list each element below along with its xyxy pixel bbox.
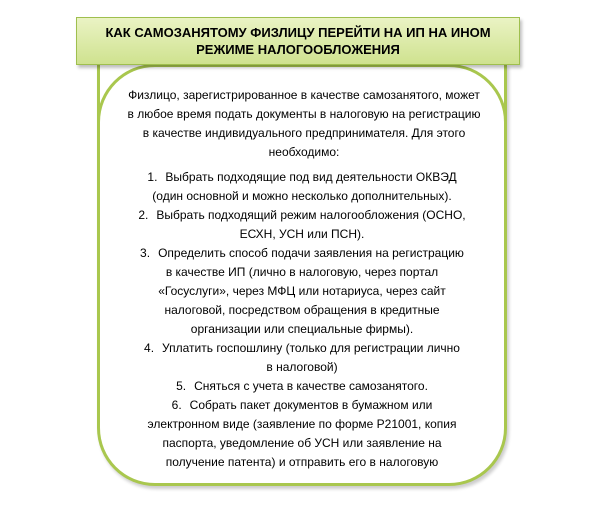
step-line: Сняться с учета в качестве самозанятого. — [194, 379, 428, 393]
step-number: 5. — [176, 379, 187, 393]
step-line: паспорта, уведомление об УСН или заявление на — [162, 436, 442, 450]
intro-paragraph — [124, 86, 484, 162]
content-panel — [97, 64, 507, 486]
step-line: «Госуслуги», через МФЦ или нотариуса, через сайт — [158, 284, 446, 298]
step-line: Выбрать подходящие под вид деятельности ОКВЭД — [165, 170, 457, 184]
step-line: налоговой, посредством обращения в кредитные — [164, 303, 440, 317]
step-item — [100, 168, 504, 206]
step-number: 2. — [138, 208, 149, 222]
step-line: электронном виде (заявление по форме Р21001, копия — [147, 417, 457, 431]
step-line: Определить способ подачи заявления на регистрацию — [158, 246, 464, 260]
step-item — [100, 396, 504, 472]
step-line: ЕСХН, УСН или ПСН). — [239, 227, 365, 241]
document-title: КАК САМОЗАНЯТОМУ ФИЗЛИЦУ ПЕРЕЙТИ НА ИП НА ИНОМ РЕЖИМЕ НАЛОГООБЛОЖЕНИЯ — [105, 25, 491, 57]
step-item — [100, 244, 504, 339]
intro-line: необходимо: — [268, 145, 340, 159]
step-number: 1. — [147, 170, 158, 184]
intro-line: в качестве индивидуального предпринимателя. Для этого — [142, 126, 466, 140]
step-line: в налоговой) — [266, 360, 338, 374]
step-line: в качестве ИП (лично в налоговую, через портал — [165, 265, 439, 279]
step-number: 4. — [144, 341, 155, 355]
step-number: 6. — [171, 398, 182, 412]
step-line: Выбрать подходящий режим налогообложения (ОСНО, — [156, 208, 466, 222]
step-item — [100, 206, 504, 244]
title-banner — [76, 17, 520, 65]
step-line: Уплатить госпошлину (только для регистрации лично — [162, 341, 460, 355]
intro-line: Физлицо, зарегистрированное в качестве самозанятого, может — [128, 88, 480, 102]
step-line: (один основной и можно несколько дополнительных). — [152, 189, 452, 203]
step-item — [100, 339, 504, 377]
step-item — [100, 377, 504, 396]
step-line: организации или специальные фирмы). — [190, 322, 414, 336]
intro-line: в любое время подать документы в налоговую на регистрацию — [127, 107, 481, 121]
step-line: получение патента) и отправить его в налоговую — [165, 455, 439, 469]
step-line: Собрать пакет документов в бумажном или — [189, 398, 433, 412]
steps-list — [100, 168, 504, 472]
step-number: 3. — [140, 246, 151, 260]
